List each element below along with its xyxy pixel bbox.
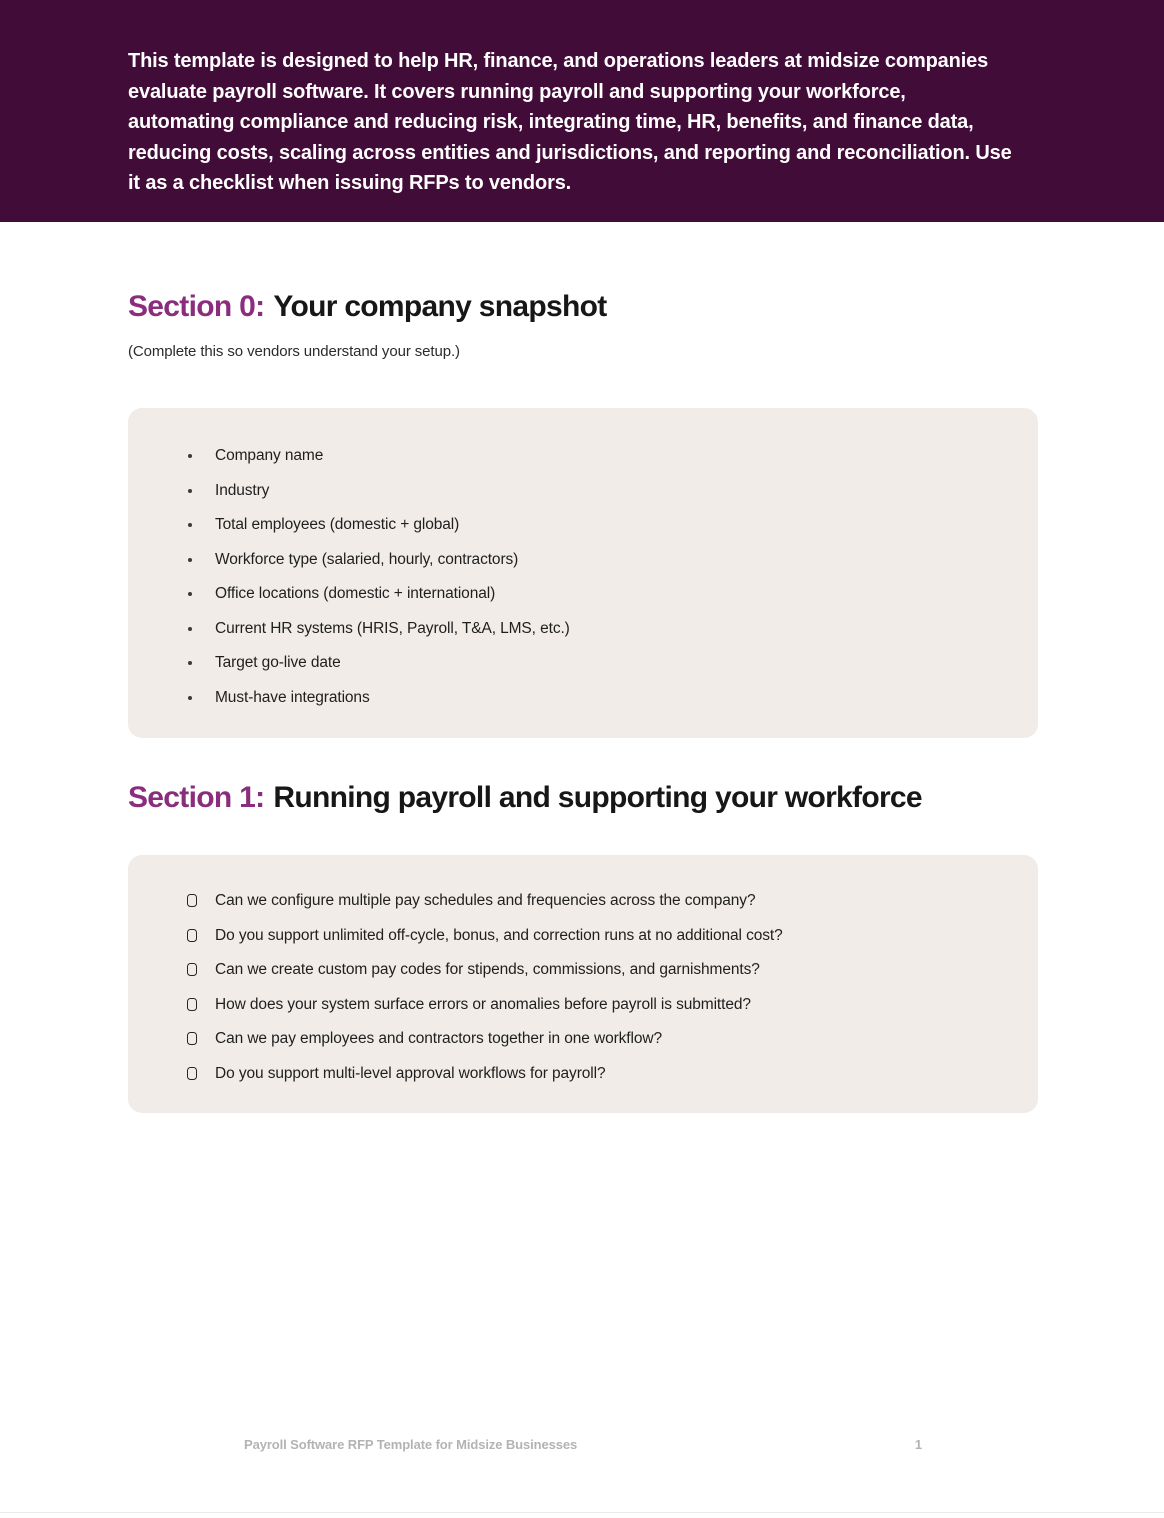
checkbox-icon [187,963,197,976]
item-marker-slot [187,653,215,665]
item-marker-slot [187,1029,215,1045]
bullet-item [187,688,998,708]
checklist-item [187,926,998,946]
bullet-icon [188,661,192,665]
bullet-item [187,515,998,535]
item-label: Must-have integrations [215,688,370,706]
checkbox-icon [187,1067,197,1080]
footer-page-number: 1 [914,1437,922,1452]
checkbox-icon [187,1032,197,1045]
bullet-icon [188,627,192,631]
section-1-heading [128,779,1038,817]
item-marker-slot [187,515,215,527]
payroll-checklist-card [128,855,1038,1113]
bullet-item [187,619,998,639]
checklist-item [187,995,998,1015]
item-label: Industry [215,481,270,499]
item-marker-slot [187,550,215,562]
item-label: Can we configure multiple pay schedules and frequencies across the company? [215,892,756,909]
bullet-icon [188,523,192,527]
section-1-title: Running payroll and supporting your workforce [273,781,922,814]
bullet-item [187,446,998,466]
item-label: How does your system surface errors or anomalies before payroll is submitted? [215,995,751,1013]
page-bottom-divider [0,1512,1164,1513]
bullet-item [187,550,998,570]
item-marker-slot [187,481,215,493]
item-label: Do you support multi-level approval workflows for payroll? [215,1064,606,1082]
item-label: Can we create custom pay codes for stipends, commissions, and garnishments? [215,961,760,978]
item-label: Current HR systems (HRIS, Payroll, T&A, LMS, etc.) [215,619,570,637]
bullet-item [187,584,998,604]
item-label: Total employees (domestic + global) [215,516,460,533]
item-marker-slot [187,446,215,458]
bullet-icon [188,696,192,700]
section-0-title: Your company snapshot [273,290,607,323]
bullet-icon [188,454,192,458]
item-label: Workforce type (salaried, hourly, contractors) [215,550,519,568]
section-0-subtitle: (Complete this so vendors understand your setup.) [128,343,460,360]
section-1-label: Section 1: [128,781,265,814]
checkbox-icon [187,929,197,942]
bullet-item [187,653,998,673]
page-footer [244,1437,922,1452]
item-marker-slot [187,584,215,596]
footer-document-title: Payroll Software RFP Template for Midsize Businesses [244,1437,578,1452]
section-0-heading [128,288,1038,326]
bullet-icon [188,592,192,596]
intro-paragraph: This template is designed to help HR, finance, and operations leaders at midsize companies evaluate payroll software. It covers running payroll and supporting your workforce, automating compliance and reducing risk, integrating time, HR, benefits, and finance data, reducing costs, scaling across entities and jurisdictions, and reporting and reconciliation. Use it as a checklist when issuing RFPs to vendors. [128,50,1012,195]
bullet-icon [188,558,192,562]
section-1 [128,779,1038,817]
item-label: Company name [215,447,324,464]
company-snapshot-list [187,446,998,708]
item-marker-slot [187,688,215,700]
item-label: Do you support unlimited off-cycle, bonus, and correction runs at no additional cost? [215,926,783,944]
section-0-label: Section 0: [128,290,265,323]
item-marker-slot [187,926,215,942]
section-0 [128,288,1038,362]
item-label: Office locations (domestic + international) [215,585,496,602]
checklist-item [187,1064,998,1084]
item-marker-slot [187,1064,215,1080]
checkbox-icon [187,894,197,907]
checklist-item [187,1029,998,1049]
company-snapshot-card [128,408,1038,738]
checklist-item [187,960,998,980]
payroll-checklist-list [187,891,998,1084]
item-marker-slot [187,960,215,976]
checklist-item [187,891,998,911]
item-label: Target go-live date [215,654,341,671]
bullet-item [187,481,998,501]
item-marker-slot [187,619,215,631]
item-marker-slot [187,891,215,907]
item-label: Can we pay employees and contractors together in one workflow? [215,1030,662,1047]
checkbox-icon [187,998,197,1011]
item-marker-slot [187,995,215,1011]
intro-header-band [0,0,1164,222]
bullet-icon [188,489,192,493]
